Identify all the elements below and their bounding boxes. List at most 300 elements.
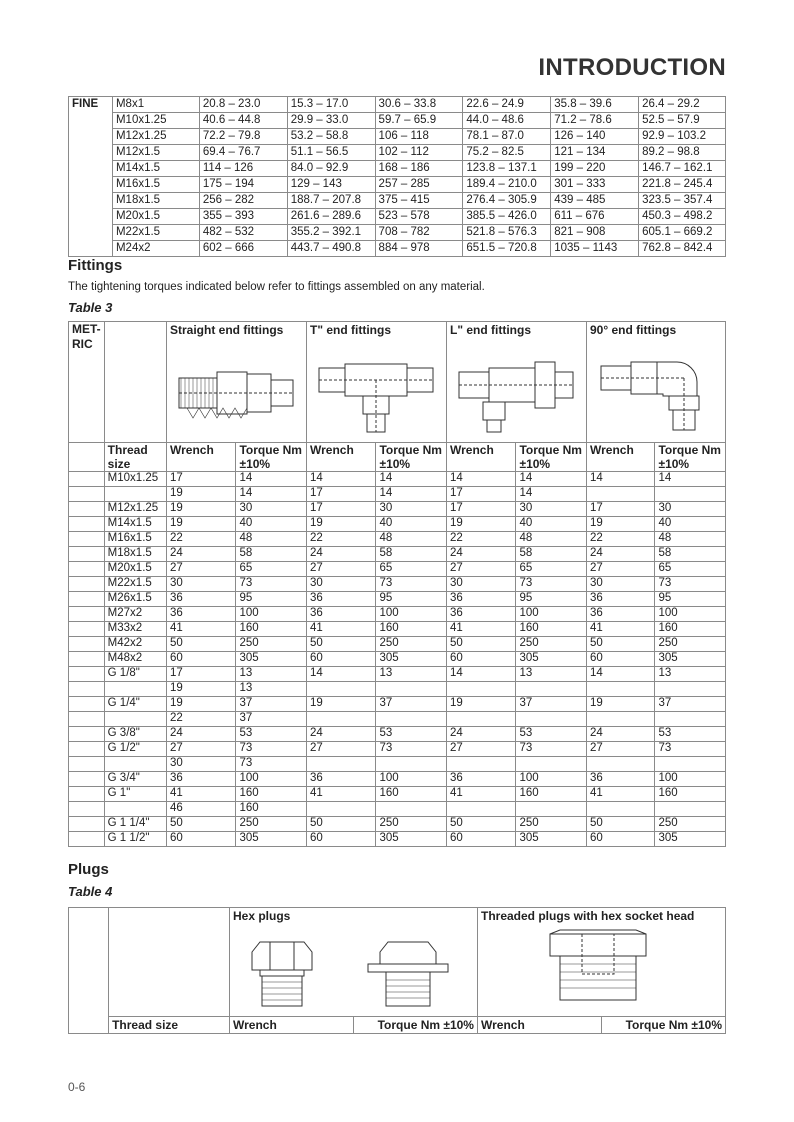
table-cell: 53 [516, 727, 587, 742]
table-cell: 30 [447, 577, 516, 592]
table-cell: 19 [447, 517, 516, 532]
table-cell: M20x1.5 [112, 209, 199, 225]
table-cell: 611 – 676 [551, 209, 639, 225]
table-cell: 19 [167, 697, 236, 712]
col-wrench: Wrench [167, 443, 236, 472]
table-cell: 27 [167, 742, 236, 757]
table-row [69, 209, 726, 225]
table-cell: 30.6 – 33.8 [375, 97, 463, 113]
empty-col-header [69, 443, 105, 472]
table-cell: 50 [587, 817, 655, 832]
table-cell: 24 [587, 547, 655, 562]
table-cell: 37 [236, 712, 307, 727]
table-cell: 17 [167, 472, 236, 487]
table-row [69, 177, 726, 193]
table-cell: 48 [655, 532, 726, 547]
table-cell: 36 [167, 607, 236, 622]
row-margin-cell [69, 757, 105, 772]
table-cell: 250 [516, 817, 587, 832]
table-cell [307, 802, 376, 817]
table-cell [587, 712, 655, 727]
table-cell: 60 [587, 652, 655, 667]
hex-plugs-drawing [229, 924, 477, 1017]
table-cell: 53.2 – 58.8 [287, 129, 375, 145]
table-cell: 30 [167, 757, 236, 772]
table-cell: 58 [655, 547, 726, 562]
table-cell: 41 [167, 622, 236, 637]
table-cell: 48 [236, 532, 307, 547]
table-cell: M22x1.5 [104, 577, 166, 592]
table-row [69, 637, 726, 652]
table-cell: G 1/2" [104, 742, 166, 757]
l-fitting-drawing [447, 338, 587, 443]
table-cell [587, 682, 655, 697]
plugs-torque-table [68, 907, 726, 1034]
col-torque: Torque Nm ±10% [655, 443, 726, 472]
table-cell: 22.6 – 24.9 [463, 97, 551, 113]
table-cell: 37 [516, 697, 587, 712]
table-cell [655, 487, 726, 502]
table-row [69, 607, 726, 622]
table-cell [104, 712, 166, 727]
table-cell [376, 757, 447, 772]
table-cell: 189.4 – 210.0 [463, 177, 551, 193]
table-cell: 60 [167, 832, 236, 847]
row-margin-cell [69, 547, 105, 562]
table-row [69, 161, 726, 177]
table-cell: 19 [167, 487, 236, 502]
table-cell: 19 [307, 697, 376, 712]
table-cell [516, 712, 587, 727]
table-cell: 40 [516, 517, 587, 532]
metric-label: MET- RIC [69, 322, 105, 443]
row-margin-cell [69, 742, 105, 757]
table-cell: 41 [307, 622, 376, 637]
group-90: 90° end fittings [587, 322, 726, 339]
table-row [69, 193, 726, 209]
table-cell: 13 [516, 667, 587, 682]
plugs-col-torque: Torque Nm ±10% [354, 1017, 478, 1034]
table-row [69, 727, 726, 742]
table-cell: G 1/8" [104, 667, 166, 682]
table-cell: 100 [376, 772, 447, 787]
table-cell: 73 [236, 757, 307, 772]
fittings-torque-table [68, 321, 726, 847]
table-cell: 114 – 126 [199, 161, 287, 177]
table-cell: M48x2 [104, 652, 166, 667]
table-cell: 24 [307, 547, 376, 562]
table-cell: 305 [376, 832, 447, 847]
plugs-left-cell [69, 908, 109, 1034]
table-row [69, 145, 726, 161]
col-torque: Torque Nm ±10% [236, 443, 307, 472]
table-cell: 250 [236, 637, 307, 652]
table-cell: 17 [447, 502, 516, 517]
table-cell: 24 [447, 547, 516, 562]
table-cell: M12x1.25 [104, 502, 166, 517]
table-cell: 26.4 – 29.2 [639, 97, 726, 113]
table-cell: 19 [587, 697, 655, 712]
table-cell: 385.5 – 426.0 [463, 209, 551, 225]
table-cell: 36 [587, 592, 655, 607]
table-cell: 30 [167, 577, 236, 592]
table-cell: 14 [516, 487, 587, 502]
table-cell: 36 [447, 607, 516, 622]
table-cell [447, 682, 516, 697]
table-row [69, 97, 726, 113]
table-cell: G 3/4" [104, 772, 166, 787]
plugs-col-torque: Torque Nm ±10% [602, 1017, 726, 1034]
table-cell: 69.4 – 76.7 [199, 145, 287, 161]
table-cell: 14 [516, 472, 587, 487]
table-cell: 305 [516, 652, 587, 667]
table-row [69, 113, 726, 129]
table-cell: 40 [376, 517, 447, 532]
table-cell: M42x2 [104, 637, 166, 652]
table-cell: 27 [167, 562, 236, 577]
table-cell: 46 [167, 802, 236, 817]
table-cell: 58 [236, 547, 307, 562]
table-cell: 17 [307, 502, 376, 517]
table-cell [307, 712, 376, 727]
table-cell: 100 [376, 607, 447, 622]
row-margin-cell [69, 472, 105, 487]
90-fitting-drawing [587, 338, 726, 443]
table-cell: 821 – 908 [551, 225, 639, 241]
row-margin-cell [69, 502, 105, 517]
table-cell: 13 [236, 682, 307, 697]
table-cell: 301 – 333 [551, 177, 639, 193]
table-cell: 100 [236, 607, 307, 622]
table-cell: 160 [516, 787, 587, 802]
table-cell: 29.9 – 33.0 [287, 113, 375, 129]
table-row [69, 712, 726, 727]
table-cell: 256 – 282 [199, 193, 287, 209]
table-cell: 95 [516, 592, 587, 607]
group-straight: Straight end fittings [167, 322, 307, 339]
page-header-title: INTRODUCTION [538, 54, 726, 81]
table-cell: 89.2 – 98.8 [639, 145, 726, 161]
table-cell: 65 [236, 562, 307, 577]
table-cell: 40 [236, 517, 307, 532]
table-cell: 160 [655, 622, 726, 637]
table-cell: 58 [376, 547, 447, 562]
table-cell [376, 802, 447, 817]
table-cell: 14 [236, 472, 307, 487]
table-cell: 60 [307, 652, 376, 667]
table-cell: 22 [307, 532, 376, 547]
table-cell: 27 [447, 562, 516, 577]
table-cell: 523 – 578 [375, 209, 463, 225]
row-margin-cell [69, 682, 105, 697]
row-margin-cell [69, 652, 105, 667]
table-cell: 100 [655, 772, 726, 787]
table-cell: 50 [307, 817, 376, 832]
fittings-intro: The tightening torques indicated below refer to fittings assembled on any material. [68, 281, 485, 293]
row-margin-cell [69, 817, 105, 832]
table-cell: 95 [376, 592, 447, 607]
table-cell: M18x1.5 [112, 193, 199, 209]
table-cell: 17 [167, 667, 236, 682]
table-cell [587, 757, 655, 772]
table-cell: 36 [307, 592, 376, 607]
row-margin-cell [69, 712, 105, 727]
table-cell: 24 [167, 727, 236, 742]
table-cell: M20x1.5 [104, 562, 166, 577]
table-cell: 59.7 – 65.9 [375, 113, 463, 129]
table-cell: G 1 1/4" [104, 817, 166, 832]
plugs-col-wrench: Wrench [229, 1017, 354, 1034]
table-cell: G 3/8" [104, 727, 166, 742]
socket-plug-drawing [477, 924, 725, 1017]
table-cell: 14 [447, 472, 516, 487]
table-cell: 22 [587, 532, 655, 547]
col-wrench: Wrench [587, 443, 655, 472]
table-cell: 168 – 186 [375, 161, 463, 177]
table-cell: 71.2 – 78.6 [551, 113, 639, 129]
table-cell: M33x2 [104, 622, 166, 637]
table-row [69, 562, 726, 577]
table-row [69, 682, 726, 697]
group-socket-plugs: Threaded plugs with hex socket head [477, 908, 725, 925]
row-margin-cell [69, 802, 105, 817]
table-cell: 884 – 978 [375, 241, 463, 257]
table-cell: 50 [167, 637, 236, 652]
table-cell [655, 802, 726, 817]
table-cell: 73 [236, 742, 307, 757]
table-cell: 605.1 – 669.2 [639, 225, 726, 241]
table-cell [447, 712, 516, 727]
table-cell: 19 [587, 517, 655, 532]
table-cell: 482 – 532 [199, 225, 287, 241]
group-l: L" end fittings [447, 322, 587, 339]
table-cell: 92.9 – 103.2 [639, 129, 726, 145]
table-cell: M27x2 [104, 607, 166, 622]
row-margin-cell [69, 622, 105, 637]
table-cell: 40 [655, 517, 726, 532]
table-cell: 84.0 – 92.9 [287, 161, 375, 177]
table-cell: 160 [655, 787, 726, 802]
table-cell: 22 [167, 532, 236, 547]
row-margin-cell [69, 832, 105, 847]
table-cell: 36 [447, 592, 516, 607]
table-row [69, 817, 726, 832]
table-cell: 53 [376, 727, 447, 742]
table-cell: 27 [447, 742, 516, 757]
table-cell: 250 [516, 637, 587, 652]
table-cell: 250 [376, 637, 447, 652]
table-cell: 188.7 – 207.8 [287, 193, 375, 209]
table-cell: 52.5 – 57.9 [639, 113, 726, 129]
table-cell: 19 [447, 697, 516, 712]
table-cell [376, 682, 447, 697]
row-margin-cell [69, 637, 105, 652]
table-cell [307, 682, 376, 697]
table-cell [516, 682, 587, 697]
table-cell: 762.8 – 842.4 [639, 241, 726, 257]
table-cell: 15.3 – 17.0 [287, 97, 375, 113]
table-cell: 41 [587, 787, 655, 802]
table-cell: 27 [587, 562, 655, 577]
table-cell: 257 – 285 [375, 177, 463, 193]
table-cell: 14 [655, 472, 726, 487]
table-cell: M14x1.5 [112, 161, 199, 177]
table-cell: 35.8 – 39.6 [551, 97, 639, 113]
table-cell: 22 [167, 712, 236, 727]
table-4-caption: Table 4 [68, 884, 113, 899]
page-number: 0-6 [68, 1080, 86, 1094]
table-cell [655, 757, 726, 772]
table-cell: 65 [376, 562, 447, 577]
fine-label: FINE [69, 97, 113, 257]
row-margin-cell [69, 697, 105, 712]
table-cell: 36 [167, 592, 236, 607]
plugs-heading: Plugs [68, 861, 109, 878]
table-cell: 30 [587, 577, 655, 592]
table-cell: 250 [376, 817, 447, 832]
table-row [69, 129, 726, 145]
table-row [69, 577, 726, 592]
table-cell: 40.6 – 44.8 [199, 113, 287, 129]
table-cell: 60 [447, 832, 516, 847]
table-cell [104, 802, 166, 817]
table-cell: 41 [447, 787, 516, 802]
table-cell: 50 [167, 817, 236, 832]
table-cell: 126 – 140 [551, 129, 639, 145]
table-cell: 19 [167, 517, 236, 532]
table-cell: 51.1 – 56.5 [287, 145, 375, 161]
table-cell: 65 [516, 562, 587, 577]
table-cell: 100 [516, 607, 587, 622]
row-margin-cell [69, 607, 105, 622]
table-row [69, 757, 726, 772]
table-cell: 13 [376, 667, 447, 682]
table-cell: 36 [167, 772, 236, 787]
table-cell: 73 [516, 577, 587, 592]
table-cell: 250 [655, 637, 726, 652]
table-row [69, 622, 726, 637]
table-cell: 53 [655, 727, 726, 742]
table-cell: 375 – 415 [375, 193, 463, 209]
table-cell: 22 [447, 532, 516, 547]
table-cell: 100 [236, 772, 307, 787]
group-hex-plugs: Hex plugs [229, 908, 477, 925]
table-cell: 175 – 194 [199, 177, 287, 193]
table-cell [655, 682, 726, 697]
table-cell: 50 [447, 817, 516, 832]
table-cell [587, 487, 655, 502]
table-row [69, 652, 726, 667]
table-cell: M24x2 [112, 241, 199, 257]
table-row [69, 592, 726, 607]
table-cell [655, 712, 726, 727]
table-cell: M22x1.5 [112, 225, 199, 241]
col-wrench: Wrench [307, 443, 376, 472]
table-cell: 27 [307, 742, 376, 757]
table-cell: 24 [307, 727, 376, 742]
table-cell [587, 802, 655, 817]
table-cell: 199 – 220 [551, 161, 639, 177]
table-cell: 14 [307, 667, 376, 682]
table-cell: 250 [655, 817, 726, 832]
table-cell: 60 [447, 652, 516, 667]
table-cell [376, 712, 447, 727]
table-cell: 160 [236, 787, 307, 802]
table-cell: 250 [236, 817, 307, 832]
table-cell: 14 [587, 667, 655, 682]
table-cell: 19 [307, 517, 376, 532]
table-row [69, 547, 726, 562]
empty-header-cell [104, 322, 166, 443]
table-row [69, 241, 726, 257]
table-row [69, 772, 726, 787]
table-cell: 36 [587, 607, 655, 622]
table-cell: 14 [376, 487, 447, 502]
table-cell: 20.8 – 23.0 [199, 97, 287, 113]
table-cell: 37 [236, 697, 307, 712]
table-cell: 24 [587, 727, 655, 742]
table-cell: 355.2 – 392.1 [287, 225, 375, 241]
table-cell: 323.5 – 357.4 [639, 193, 726, 209]
table-cell: 60 [167, 652, 236, 667]
table-cell: 102 – 112 [375, 145, 463, 161]
table-cell: 75.2 – 82.5 [463, 145, 551, 161]
table-cell: 65 [655, 562, 726, 577]
table-cell: 48 [516, 532, 587, 547]
table-cell: 41 [307, 787, 376, 802]
col-wrench: Wrench [447, 443, 516, 472]
table-cell: 17 [307, 487, 376, 502]
table-cell: 37 [655, 697, 726, 712]
table-cell: 36 [307, 772, 376, 787]
col-torque: Torque Nm ±10% [516, 443, 587, 472]
table-cell: 160 [376, 787, 447, 802]
table-cell: 41 [167, 787, 236, 802]
table-cell: 73 [236, 577, 307, 592]
table-cell: 160 [236, 622, 307, 637]
table-row [69, 832, 726, 847]
row-margin-cell [69, 532, 105, 547]
table-3-caption: Table 3 [68, 300, 113, 315]
table-cell: 651.5 – 720.8 [463, 241, 551, 257]
row-margin-cell [69, 727, 105, 742]
table-row [69, 532, 726, 547]
table-cell: 305 [516, 832, 587, 847]
table-cell: 19 [167, 502, 236, 517]
table-cell: 73 [376, 577, 447, 592]
table-cell: 17 [447, 487, 516, 502]
col-thread-size: Thread size [104, 443, 166, 472]
table-cell: 100 [516, 772, 587, 787]
table-cell: 73 [655, 742, 726, 757]
table-cell [104, 682, 166, 697]
table-cell: 24 [447, 727, 516, 742]
table-cell: 50 [307, 637, 376, 652]
table-cell: 14 [376, 472, 447, 487]
table-cell: 95 [655, 592, 726, 607]
row-margin-cell [69, 772, 105, 787]
table-cell: 50 [447, 637, 516, 652]
table-cell: 37 [376, 697, 447, 712]
table-cell: 13 [655, 667, 726, 682]
t-fitting-drawing [307, 338, 447, 443]
row-margin-cell [69, 517, 105, 532]
table-cell: 73 [655, 577, 726, 592]
table-cell: 14 [307, 472, 376, 487]
table-cell: 450.3 – 498.2 [639, 209, 726, 225]
table-cell: 41 [587, 622, 655, 637]
table-cell: 27 [307, 562, 376, 577]
